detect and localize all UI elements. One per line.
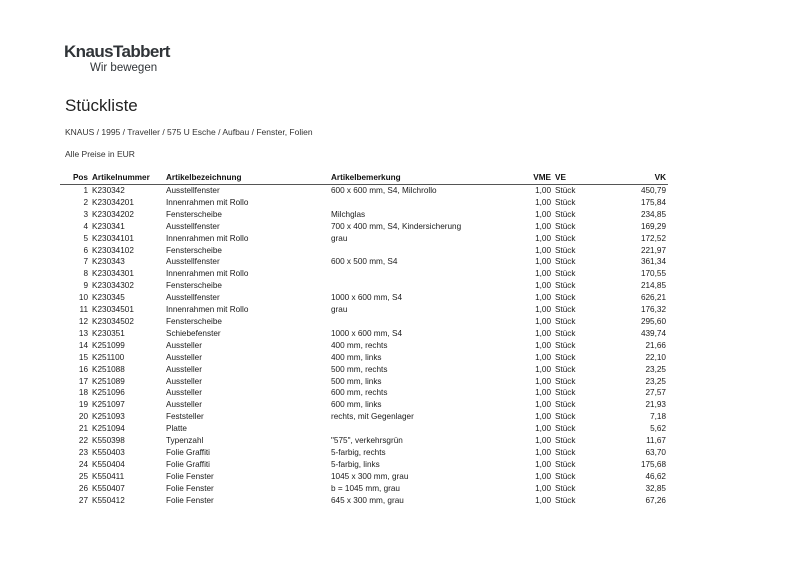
cell-pos: 27	[78, 495, 88, 505]
cell-article-remark: 645 x 300 mm, grau	[331, 495, 404, 505]
cell-ve: Stück	[555, 424, 576, 434]
cell-vme: 1,00	[535, 305, 551, 315]
cell-article-name: Innenrahmen mit Rollo	[166, 197, 249, 207]
cell-vme: 1,00	[535, 483, 551, 493]
cell-pos: 3	[83, 209, 88, 219]
cell-vk: 32,85	[645, 483, 666, 493]
table-row	[60, 304, 668, 316]
cell-article-number: K251093	[92, 412, 125, 422]
header-vme: VME	[529, 170, 553, 185]
cell-article-remark: 1045 x 300 mm, grau	[331, 471, 409, 481]
cell-article-number: K230343	[92, 257, 125, 267]
cell-vk: 234,85	[640, 209, 666, 219]
cell-pos: 1	[83, 186, 88, 195]
cell-ve: Stück	[555, 388, 576, 398]
cell-article-remark: 1000 x 600 mm, S4	[331, 328, 402, 338]
cell-ve: Stück	[555, 412, 576, 422]
cell-article-number: K230345	[92, 293, 125, 303]
cell-vk: 21,93	[645, 400, 666, 410]
cell-ve: Stück	[555, 233, 576, 243]
cell-article-number: K550398	[92, 436, 125, 446]
cell-ve: Stück	[555, 340, 576, 350]
cell-vme: 1,00	[535, 221, 551, 231]
cell-ve: Stück	[555, 316, 576, 326]
cell-article-remark: 700 x 400 mm, S4, Kindersicherung	[331, 221, 462, 231]
cell-article-remark	[329, 245, 529, 257]
cell-article-name: Ausstellfenster	[166, 257, 220, 267]
cell-vme: 1,00	[535, 412, 551, 422]
cell-ve: Stück	[555, 400, 576, 410]
cell-ve: Stück	[555, 209, 576, 219]
table-row	[60, 423, 668, 435]
table-row	[60, 328, 668, 340]
cell-article-remark: grau	[331, 233, 348, 243]
cell-pos: 20	[78, 412, 88, 422]
header-article-name: Artikelbezeichnung	[164, 170, 329, 185]
cell-article-name: Aussteller	[166, 376, 202, 386]
cell-vk: 295,60	[640, 316, 666, 326]
cell-article-remark	[329, 423, 529, 435]
cell-ve: Stück	[555, 459, 576, 469]
table-row	[60, 292, 668, 304]
cell-article-name: Fensterscheibe	[166, 245, 222, 255]
cell-ve: Stück	[555, 328, 576, 338]
cell-article-name: Aussteller	[166, 388, 202, 398]
table-header-row	[60, 170, 668, 185]
header-pos: Pos	[60, 170, 90, 185]
cell-pos: 21	[78, 424, 88, 434]
table-row	[60, 459, 668, 471]
cell-article-number: K230341	[92, 221, 125, 231]
header-ve: VE	[553, 170, 603, 185]
cell-article-remark: "575", verkehrsgrün	[331, 436, 403, 446]
cell-article-number: K23034102	[92, 245, 134, 255]
cell-ve: Stück	[555, 364, 576, 374]
cell-article-remark: 400 mm, links	[331, 352, 382, 362]
cell-article-number: K251097	[92, 400, 125, 410]
cell-article-number: K550403	[92, 447, 125, 457]
cell-pos: 2	[83, 197, 88, 207]
cell-article-number: K23034301	[92, 269, 134, 279]
currency-note: Alle Preise in EUR	[65, 149, 135, 159]
cell-article-remark: 5-farbig, links	[331, 459, 380, 469]
table-row	[60, 268, 668, 280]
cell-vme: 1,00	[535, 364, 551, 374]
brand-tagline: Wir bewegen	[90, 62, 158, 74]
cell-article-name: Fensterscheibe	[166, 209, 222, 219]
cell-vk: 21,66	[645, 340, 666, 350]
cell-vme: 1,00	[535, 459, 551, 469]
table-row	[60, 316, 668, 328]
cell-article-remark: 600 mm, rechts	[331, 388, 388, 398]
cell-ve: Stück	[555, 352, 576, 362]
cell-vk: 22,10	[645, 352, 666, 362]
cell-article-number: K251100	[92, 352, 125, 362]
cell-article-name: Ausstellfenster	[166, 186, 220, 195]
cell-pos: 7	[83, 257, 88, 267]
cell-ve: Stück	[555, 197, 576, 207]
table-row	[60, 399, 668, 411]
cell-vme: 1,00	[535, 197, 551, 207]
header-article-remark: Artikelbemerkung	[329, 170, 529, 185]
cell-pos: 18	[78, 388, 88, 398]
cell-article-number: K230342	[92, 186, 125, 195]
cell-vk: 172,52	[640, 233, 666, 243]
parts-table	[60, 170, 668, 506]
cell-article-number: K251088	[92, 364, 125, 374]
cell-vme: 1,00	[535, 447, 551, 457]
cell-pos: 13	[78, 328, 88, 338]
header-vk: VK	[603, 170, 668, 185]
cell-vk: 63,70	[645, 447, 666, 457]
cell-vme: 1,00	[535, 340, 551, 350]
cell-ve: Stück	[555, 447, 576, 457]
cell-article-number: K251094	[92, 424, 125, 434]
cell-ve: Stück	[555, 186, 576, 195]
cell-article-name: Schiebefenster	[166, 328, 221, 338]
brand-logo	[64, 42, 170, 75]
cell-vme: 1,00	[535, 471, 551, 481]
cell-ve: Stück	[555, 269, 576, 279]
cell-ve: Stück	[555, 305, 576, 315]
cell-article-name: Aussteller	[166, 352, 202, 362]
cell-article-remark: 500 mm, links	[331, 376, 382, 386]
table-row	[60, 280, 668, 292]
cell-vk: 67,26	[645, 495, 666, 505]
cell-pos: 12	[78, 316, 88, 326]
cell-article-remark: 600 mm, links	[331, 400, 382, 410]
cell-vme: 1,00	[535, 424, 551, 434]
cell-ve: Stück	[555, 471, 576, 481]
cell-article-number: K550407	[92, 483, 125, 493]
cell-article-number: K23034501	[92, 305, 134, 315]
cell-ve: Stück	[555, 436, 576, 446]
table-row	[60, 340, 668, 352]
document-subtitle: KNAUS / 1995 / Traveller / 575 U Esche / Aufbau / Fenster, Folien	[65, 127, 313, 137]
cell-article-number: K23034202	[92, 209, 134, 219]
cell-vk: 626,21	[640, 293, 666, 303]
cell-vk: 175,84	[640, 197, 666, 207]
cell-ve: Stück	[555, 281, 576, 291]
cell-vme: 1,00	[535, 293, 551, 303]
cell-vk: 5,62	[650, 424, 666, 434]
cell-vk: 27,57	[645, 388, 666, 398]
cell-pos: 19	[78, 400, 88, 410]
cell-vme: 1,00	[535, 209, 551, 219]
table-body	[60, 185, 668, 507]
table-row	[60, 387, 668, 399]
cell-article-number: K23034101	[92, 233, 134, 243]
cell-vk: 176,32	[640, 305, 666, 315]
cell-vme: 1,00	[535, 495, 551, 505]
cell-article-name: Ausstellfenster	[166, 221, 220, 231]
cell-ve: Stück	[555, 221, 576, 231]
cell-vme: 1,00	[535, 186, 551, 195]
cell-vme: 1,00	[535, 388, 551, 398]
cell-article-number: K550404	[92, 459, 125, 469]
cell-vk: 361,34	[640, 257, 666, 267]
table-row	[60, 447, 668, 459]
cell-article-name: Aussteller	[166, 340, 202, 350]
cell-pos: 10	[78, 293, 88, 303]
cell-article-remark: grau	[331, 305, 348, 315]
cell-pos: 17	[78, 376, 88, 386]
cell-pos: 5	[83, 233, 88, 243]
cell-article-name: Folie Fenster	[166, 471, 214, 481]
cell-article-name: Innenrahmen mit Rollo	[166, 269, 249, 279]
cell-article-remark	[329, 280, 529, 292]
table-row	[60, 245, 668, 257]
cell-ve: Stück	[555, 293, 576, 303]
cell-vme: 1,00	[535, 400, 551, 410]
cell-vk: 7,18	[650, 412, 666, 422]
table-row	[60, 197, 668, 209]
cell-vk: 450,79	[640, 186, 666, 195]
cell-pos: 26	[78, 483, 88, 493]
cell-article-remark: b = 1045 mm, grau	[331, 483, 400, 493]
cell-article-name: Aussteller	[166, 364, 202, 374]
cell-vk: 214,85	[640, 281, 666, 291]
cell-vme: 1,00	[535, 376, 551, 386]
cell-article-remark: 600 x 600 mm, S4, Milchrollo	[331, 186, 437, 195]
table-row	[60, 495, 668, 507]
cell-article-name: Innenrahmen mit Rollo	[166, 305, 249, 315]
cell-article-number: K23034201	[92, 197, 134, 207]
cell-article-remark	[329, 268, 529, 280]
brand-name: KnausTabbert	[64, 42, 170, 61]
cell-article-name: Platte	[166, 424, 187, 434]
cell-vk: 221,97	[640, 245, 666, 255]
cell-article-remark	[329, 197, 529, 209]
header-article-number: Artikelnummer	[90, 170, 164, 185]
cell-ve: Stück	[555, 257, 576, 267]
cell-vme: 1,00	[535, 233, 551, 243]
cell-pos: 22	[78, 436, 88, 446]
table-row	[60, 256, 668, 268]
cell-article-number: K251089	[92, 376, 125, 386]
cell-article-name: Typenzahl	[166, 436, 204, 446]
cell-pos: 23	[78, 447, 88, 457]
cell-article-remark: Milchglas	[331, 209, 366, 219]
cell-article-name: Aussteller	[166, 400, 202, 410]
cell-ve: Stück	[555, 495, 576, 505]
cell-article-name: Folie Fenster	[166, 495, 214, 505]
cell-pos: 9	[83, 281, 88, 291]
cell-article-number: K251096	[92, 388, 125, 398]
cell-article-number: K251099	[92, 340, 125, 350]
cell-article-number: K23034302	[92, 281, 134, 291]
cell-vme: 1,00	[535, 245, 551, 255]
cell-vk: 170,55	[640, 269, 666, 279]
cell-ve: Stück	[555, 376, 576, 386]
table-row	[60, 435, 668, 447]
cell-vme: 1,00	[535, 316, 551, 326]
cell-vk: 23,25	[645, 364, 666, 374]
cell-pos: 6	[83, 245, 88, 255]
table-row	[60, 185, 668, 197]
cell-article-name: Innenrahmen mit Rollo	[166, 233, 249, 243]
table-row	[60, 411, 668, 423]
cell-article-remark: 1000 x 600 mm, S4	[331, 293, 402, 303]
cell-article-number: K23034502	[92, 316, 134, 326]
cell-pos: 11	[79, 305, 88, 315]
cell-ve: Stück	[555, 245, 576, 255]
cell-article-number: K550412	[92, 495, 125, 505]
cell-vme: 1,00	[535, 281, 551, 291]
cell-vme: 1,00	[535, 257, 551, 267]
cell-vk: 439,74	[640, 328, 666, 338]
cell-vme: 1,00	[535, 436, 551, 446]
cell-pos: 14	[78, 340, 88, 350]
cell-pos: 24	[78, 459, 88, 469]
cell-vk: 46,62	[645, 471, 666, 481]
cell-article-name: Feststeller	[166, 412, 204, 422]
table-row	[60, 483, 668, 495]
cell-article-number: K230351	[92, 328, 125, 338]
cell-pos: 4	[83, 221, 88, 231]
cell-article-name: Folie Graffiti	[166, 447, 210, 457]
cell-pos: 8	[83, 269, 88, 279]
cell-article-number: K550411	[92, 471, 125, 481]
cell-vme: 1,00	[535, 269, 551, 279]
cell-article-remark: 5-farbig, rechts	[331, 447, 386, 457]
page-title: Stückliste	[65, 96, 138, 115]
table-row	[60, 352, 668, 364]
table-row	[60, 376, 668, 388]
cell-article-name: Fensterscheibe	[166, 316, 222, 326]
table-row	[60, 364, 668, 376]
cell-vk: 175,68	[640, 459, 666, 469]
table-row	[60, 471, 668, 483]
cell-article-name: Ausstellfenster	[166, 293, 220, 303]
cell-ve: Stück	[555, 483, 576, 493]
cell-vme: 1,00	[535, 328, 551, 338]
table-row	[60, 233, 668, 245]
cell-article-name: Fensterscheibe	[166, 281, 222, 291]
cell-vme: 1,00	[535, 352, 551, 362]
cell-vk: 11,67	[646, 436, 666, 446]
cell-pos: 16	[78, 364, 88, 374]
cell-vk: 169,29	[640, 221, 666, 231]
cell-article-name: Folie Fenster	[166, 483, 214, 493]
cell-article-remark: rechts, mit Gegenlager	[331, 412, 414, 422]
cell-article-remark: 600 x 500 mm, S4	[331, 257, 398, 267]
table-row	[60, 221, 668, 233]
cell-article-remark: 400 mm, rechts	[331, 340, 388, 350]
cell-article-remark: 500 mm, rechts	[331, 364, 388, 374]
cell-vk: 23,25	[645, 376, 666, 386]
cell-pos: 15	[78, 352, 88, 362]
cell-article-remark	[329, 316, 529, 328]
cell-article-name: Folie Graffiti	[166, 459, 210, 469]
table-row	[60, 209, 668, 221]
cell-pos: 25	[78, 471, 88, 481]
